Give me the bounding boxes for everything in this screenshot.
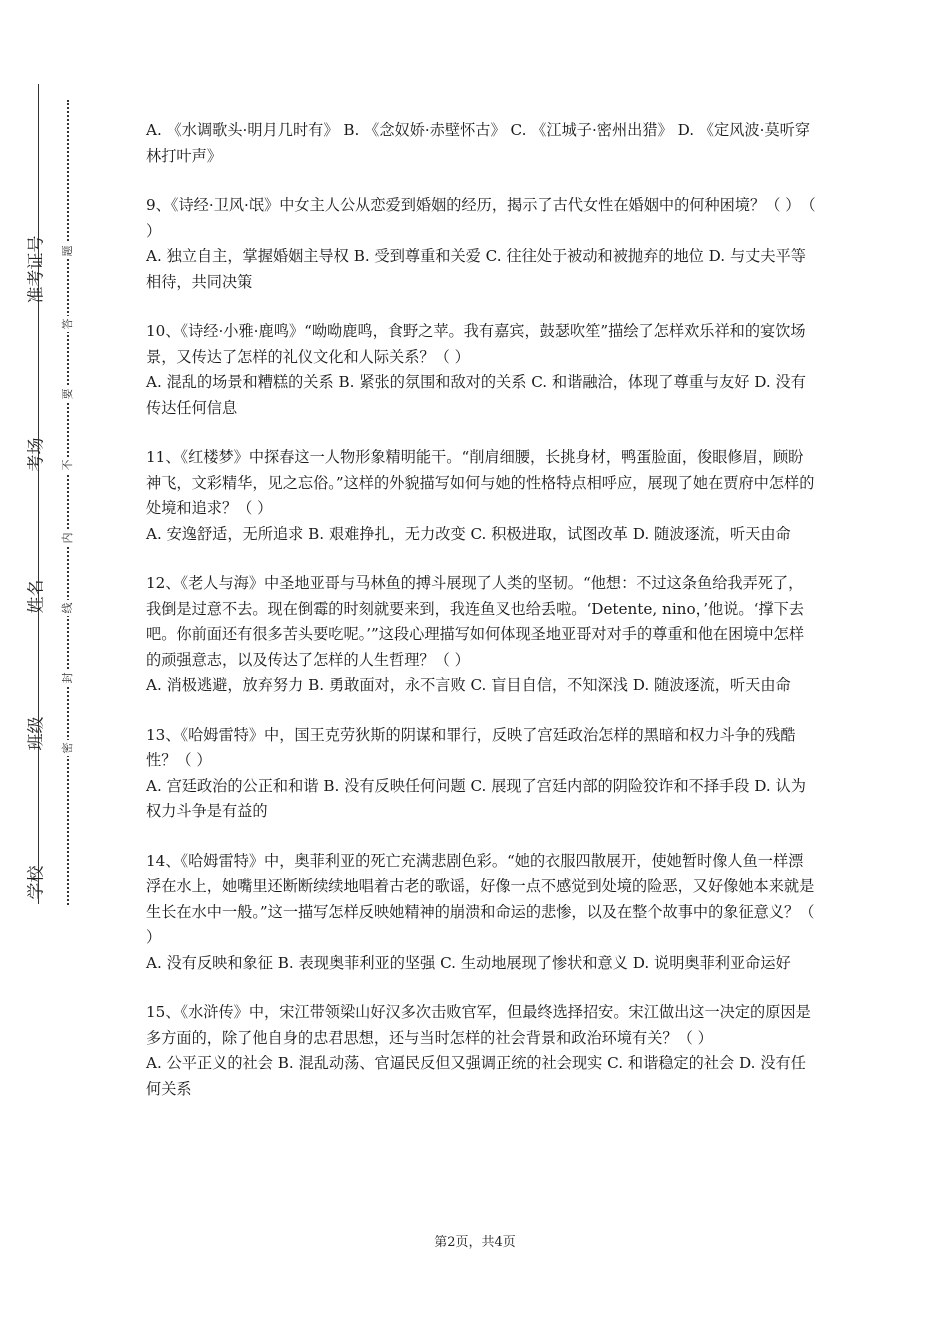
question-options: A. 消极逃避，放弃努力 B. 勇敢面对，永不言败 C. 盲目自信，不知深浅 D. 随波逐流，听天由命 <box>146 676 791 694</box>
question-number: 9、 <box>146 196 171 214</box>
binding-solid-line <box>38 84 39 904</box>
question-9 <box>146 193 818 295</box>
question-13 <box>146 723 818 825</box>
question-stem <box>146 319 818 370</box>
question-number: 10、 <box>146 322 181 340</box>
seal-char: 答 <box>60 316 76 332</box>
question-text: 《诗经·卫风·氓》中女主人公从恋爱到婚姻的经历，揭示了古代女性在婚姻中的何种困境？（ ） （ ） <box>146 196 816 240</box>
question-number: 12、 <box>146 574 181 592</box>
question-text: 《老人与海》中圣地亚哥与马林鱼的搏斗展现了人类的坚韧。“他想：不过这条鱼给我弄死了，我倒是过意不去。现在倒霉的时刻就要来到，我连鱼叉也给丢啦。‘Detente, nino，’他说。‘撑下去吧。你前面还有很多苦头要吃呢。’”这段心理描写如何体现圣地亚哥对对手的尊重和他在困境中怎样的顽强意志，以及传达了怎样的人生哲理？（ ） <box>146 574 805 669</box>
field-label-school: 学校 <box>26 865 47 900</box>
question-stem <box>146 723 818 774</box>
question-options: A. 安逸舒适，无所追求 B. 艰难挣扎，无力改变 C. 积极进取，试图改革 D. 随波逐流，听天由命 <box>146 524 791 543</box>
seal-char: 密 <box>60 740 76 756</box>
field-label-name: 姓名 <box>26 579 47 614</box>
question-stem <box>146 193 818 244</box>
question-text: 《哈姆雷特》中，国王克劳狄斯的阴谋和罪行，反映了宫廷政治怎样的黑暗和权力斗争的残酷性？（ ） <box>146 725 796 769</box>
field-label-exam-number: 准考证号 <box>26 235 47 304</box>
question-options: A. 公平正义的社会 B. 混乱动荡、官逼民反但又强调正统的社会现实 C. 和谐稳定的社会 D. 没有任何关系 <box>146 1054 806 1098</box>
question-text: 《红楼梦》中探春这一人物形象精明能干。“削肩细腰，长挑身材，鸭蛋脸面，俊眼修眉，顾盼神飞，文彩精华，见之忘俗。”这样的外貌描写如何与她的性格特点相呼应，展现了她在贾府中怎样的处境和追求？（ ） <box>146 448 815 517</box>
seal-char: 封 <box>60 670 76 686</box>
question-15 <box>146 1000 818 1102</box>
question-number: 14、 <box>146 851 181 870</box>
question-options: A. 《水调歌头·明月几时有》 B. 《念奴娇·赤壁怀古》 C. 《江城子·密州出猎》 D. 《定风波·莫听穿林打叶声》 <box>146 121 811 165</box>
question-text: 《诗经·小雅·鹿鸣》“呦呦鹿鸣，食野之苹。我有嘉宾，鼓瑟吹笙”描绘了怎样欢乐祥和的宴饮场景，又传达了怎样的礼仪文化和人际关系？（ ） <box>146 322 806 366</box>
question-10 <box>146 319 818 421</box>
question-12 <box>146 571 818 699</box>
question-options: A. 宫廷政治的公正和和谐 B. 没有反映任何问题 C. 展现了宫廷内部的阴险狡诈和不择手段 D. 认为权力斗争是有益的 <box>146 776 806 820</box>
question-number: 15、 <box>146 1003 181 1021</box>
field-label-exam-room: 考场 <box>26 437 47 472</box>
question-stem <box>146 849 818 951</box>
question-options: A. 混乱的场景和糟糕的关系 B. 紧张的氛围和敌对的关系 C. 和谐融洽，体现了尊重与友好 D. 没有传达任何信息 <box>146 373 806 417</box>
page-footer: 第2页，共4页 <box>434 1235 516 1250</box>
field-label-class: 班级 <box>26 716 47 751</box>
question-11 <box>146 445 818 547</box>
question-text: 《哈姆雷特》中，奥菲利亚的死亡充满悲剧色彩。“她的衣服四散展开，使她暂时像人鱼一样漂浮在水上，她嘴里还断断续续地唱着古老的歌谣，好像一点不感觉到处境的险恶，又好像她本来就是生长在水中一般。”这一描写怎样反映她精神的崩溃和命运的悲惨，以及在整个故事中的象征意义？（ ） <box>146 851 815 946</box>
seal-char: 内 <box>60 530 76 546</box>
question-number: 13、 <box>146 725 181 744</box>
seal-char: 题 <box>60 243 76 259</box>
question-14 <box>146 849 818 977</box>
question-options: A. 没有反映和象征 B. 表现奥菲利亚的坚强 C. 生动地展现了惨状和意义 D. 说明奥菲利亚命运好 <box>146 953 791 972</box>
binding-dotted-line <box>67 100 69 905</box>
question-stem <box>146 1000 818 1051</box>
seal-char: 要 <box>60 386 76 402</box>
binding-strip <box>0 0 100 1344</box>
question-stem <box>146 445 818 522</box>
question-8-options <box>146 118 818 169</box>
seal-char: 不 <box>60 457 76 473</box>
question-text: 《水浒传》中，宋江带领梁山好汉多次击败官军，但最终选择招安。宋江做出这一决定的原因是多方面的，除了他自身的忠君思想，还与当时怎样的社会背景和政治环境有关？（ ） <box>146 1003 811 1047</box>
seal-char: 线 <box>60 600 76 616</box>
question-list <box>146 118 818 1126</box>
question-options: A. 独立自主，掌握婚姻主导权 B. 受到尊重和关爱 C. 往往处于被动和被抛弃的地位 D. 与丈夫平等相待，共同决策 <box>146 247 806 291</box>
question-number: 11、 <box>146 448 181 466</box>
question-stem <box>146 571 818 673</box>
